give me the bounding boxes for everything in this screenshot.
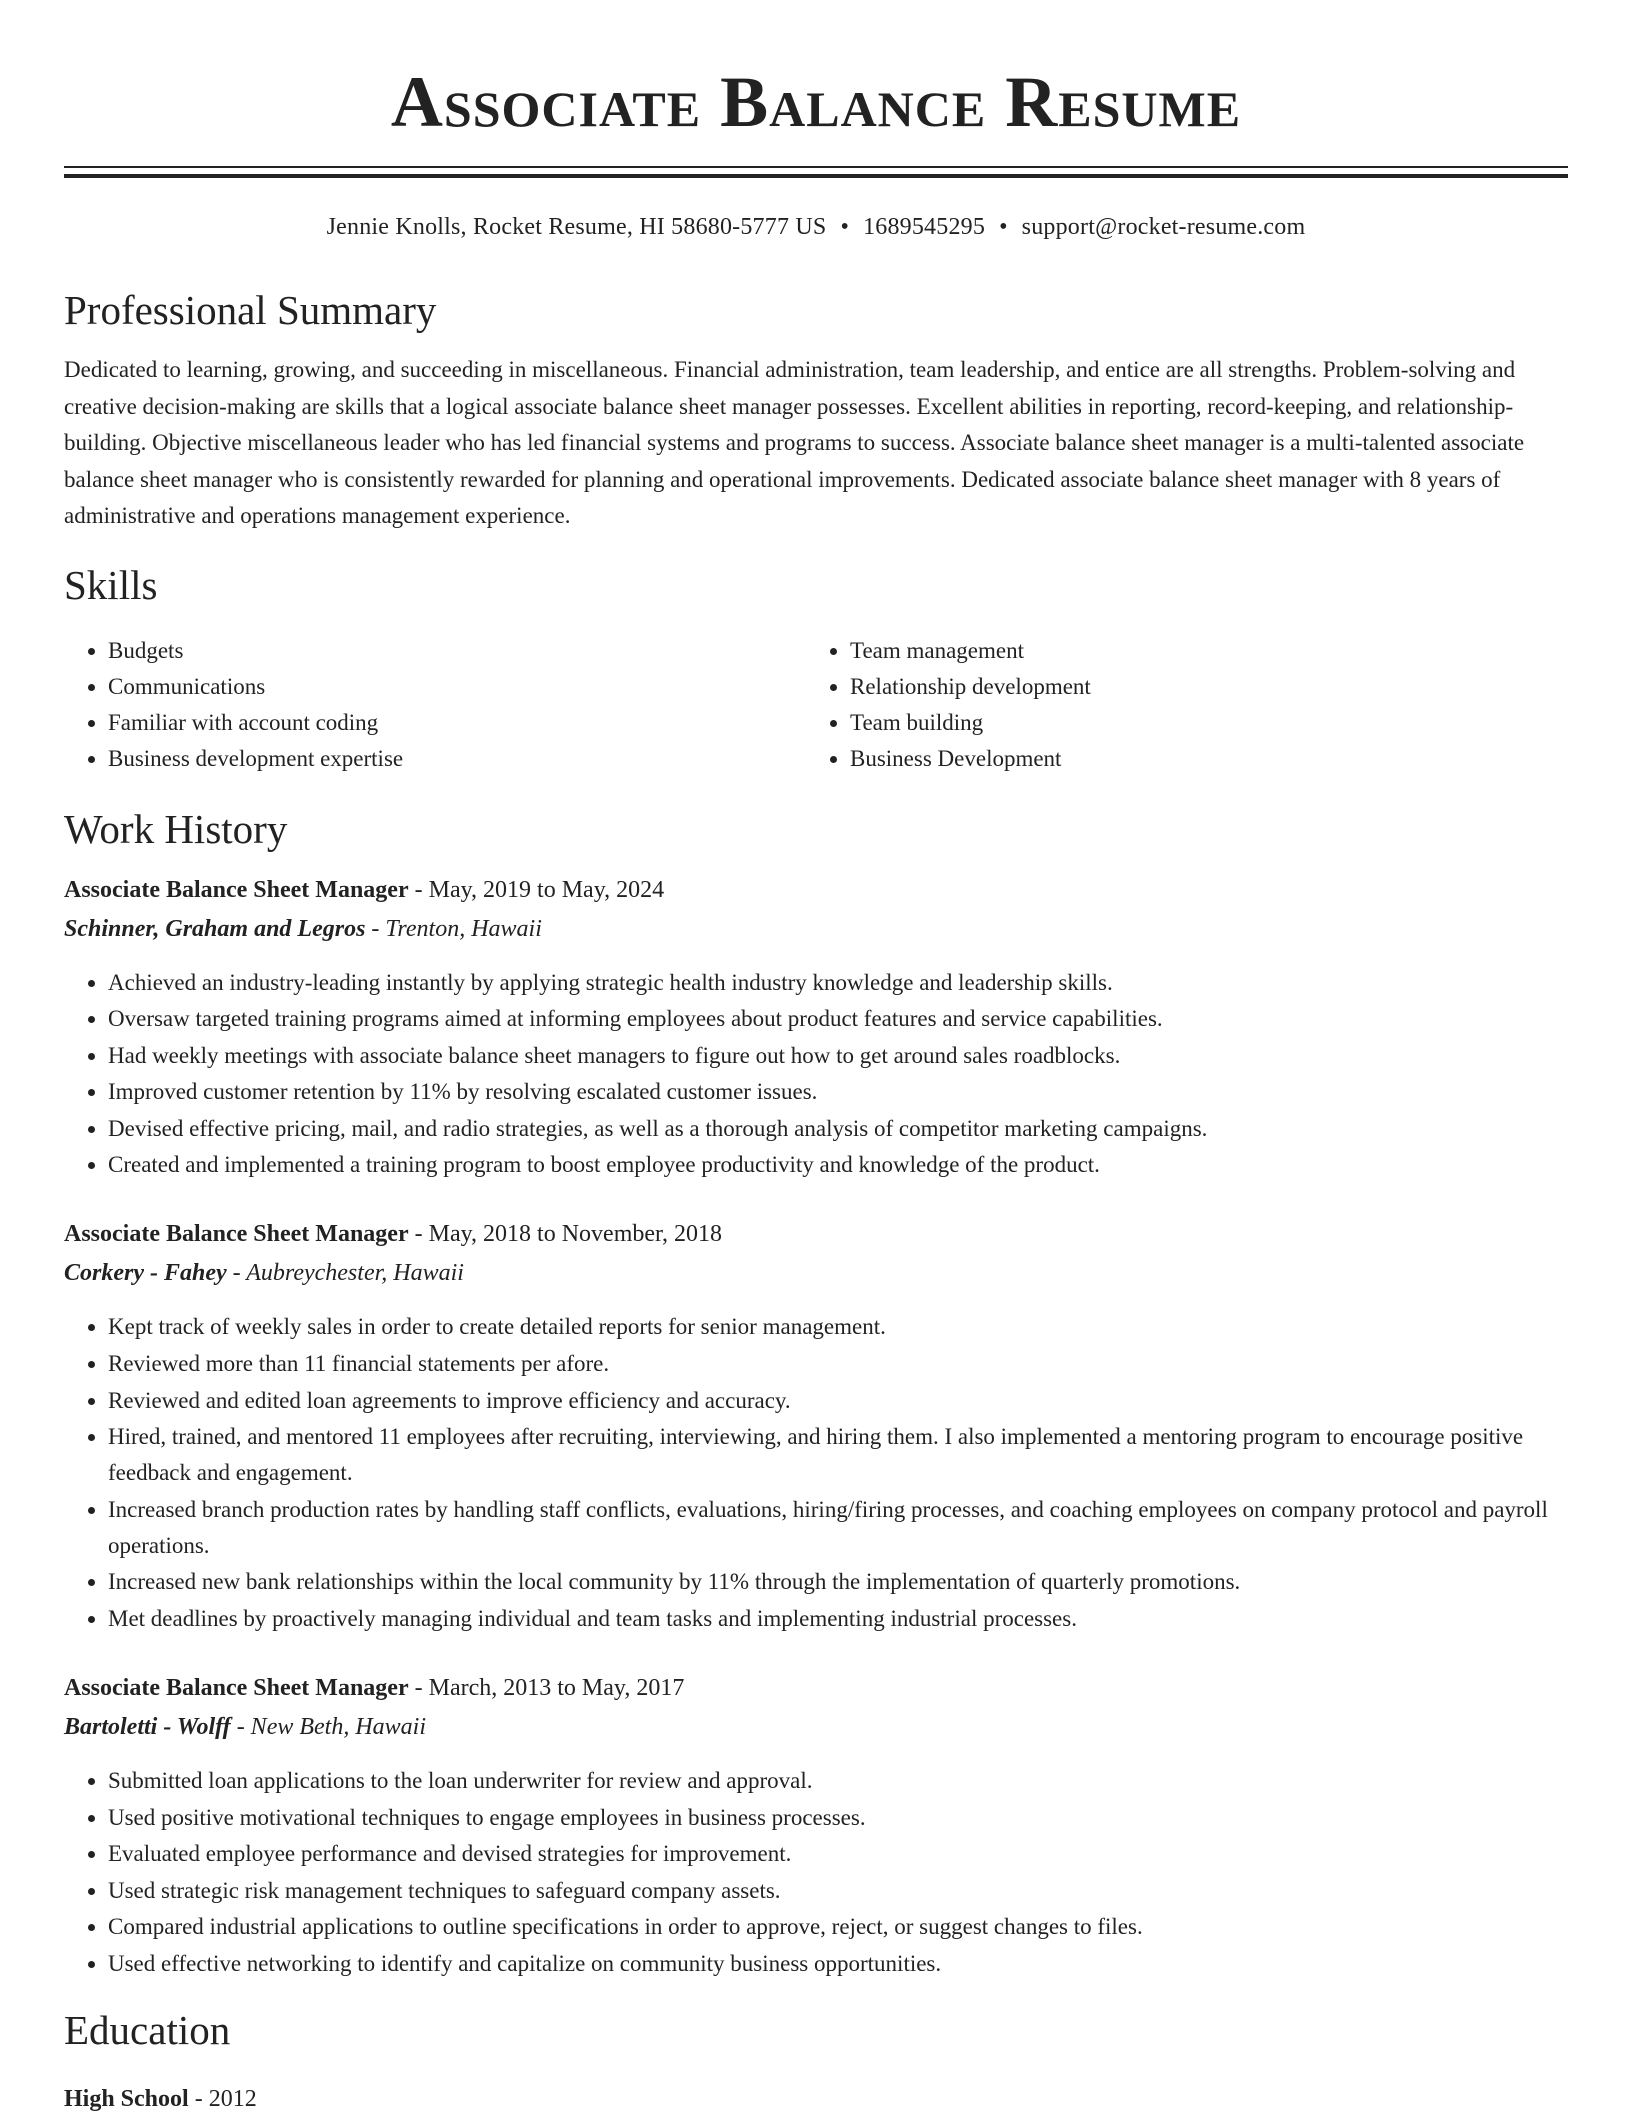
job-title: Associate Balance Sheet Manager: [64, 876, 409, 903]
job-entry: [64, 1215, 1568, 1637]
job-duty: • Used effective networking to identify and capitalize on community business opportunities.: [108, 1946, 1568, 1982]
employer-name: Bartoletti - Wolff: [64, 1714, 231, 1741]
skills-column-right: [806, 633, 1548, 777]
job-duty: • Achieved an industry-leading instantly by applying strategic health industry knowledge and leadership skills.: [108, 965, 1568, 1001]
education-year: - 2012: [188, 2086, 257, 2112]
job-entry: [64, 1669, 1568, 1982]
employer-name: Corkery - Fahey: [64, 1260, 227, 1287]
job-duty: • Increased new bank relationships within the local community by 11% through the implementation of quarterly promotions.: [108, 1564, 1568, 1600]
skill-item: • Business Development: [850, 741, 1548, 777]
job-duties: [64, 965, 1568, 1184]
job-duty: • Created and implemented a training program to boost employee productivity and knowledge of the product.: [108, 1147, 1568, 1183]
skill-item: • Relationship development: [850, 669, 1548, 705]
contact-separator: •: [999, 214, 1008, 240]
job-title: Associate Balance Sheet Manager: [64, 1221, 409, 1248]
skill-item: • Budgets: [108, 633, 806, 669]
job-header: [64, 871, 1568, 909]
skill-item: • Business development expertise: [108, 741, 806, 777]
title-divider-thin: [64, 166, 1568, 168]
skill-item: • Communications: [108, 669, 806, 705]
job-duty: • Met deadlines by proactively managing individual and team tasks and implementing industrial processes.: [108, 1601, 1568, 1637]
education-degree: High School: [64, 2086, 189, 2112]
education-entry: [64, 2080, 1568, 2118]
job-duty: • Reviewed and edited loan agreements to improve efficiency and accuracy.: [108, 1383, 1568, 1419]
contact-phone: 1689545295: [863, 214, 986, 240]
job-duty: • Increased branch production rates by handling staff conflicts, evaluations, hiring/firing processes, and coaching employees on company protocol and payroll operations.: [108, 1492, 1568, 1564]
job-duties: [64, 1763, 1568, 1982]
job-duty: • Hired, trained, and mentored 11 employees after recruiting, interviewing, and hiring them. I also implemented a mentoring program to encourage positive feedback and engagement.: [108, 1419, 1568, 1491]
job-dates: - May, 2018 to November, 2018: [408, 1221, 723, 1248]
employer-location: - Trenton, Hawaii: [365, 915, 542, 942]
job-dates: - May, 2019 to May, 2024: [408, 876, 665, 903]
job-duty: • Had weekly meetings with associate balance sheet managers to figure out how to get around sales roadblocks.: [108, 1038, 1568, 1074]
contact-email: support@rocket-resume.com: [1021, 214, 1306, 240]
skill-item: • Familiar with account coding: [108, 705, 806, 741]
contact-line: [64, 212, 1568, 242]
employer-location: - New Beth, Hawaii: [230, 1714, 427, 1741]
job-duty: • Used positive motivational techniques to engage employees in business processes.: [108, 1800, 1568, 1836]
job-dates: - March, 2013 to May, 2017: [408, 1675, 685, 1702]
job-duty: • Submitted loan applications to the loan underwriter for review and approval.: [108, 1763, 1568, 1799]
skills-column-left: [64, 633, 806, 777]
work-history-heading: Work History: [64, 805, 288, 852]
job-header: [64, 1215, 1568, 1253]
resume-page: [64, 0, 1568, 2118]
skills-list: [64, 633, 1568, 777]
employer-line: [64, 1707, 1568, 1747]
employer-line: [64, 1253, 1568, 1293]
job-duty: • Used strategic risk management techniques to safeguard company assets.: [108, 1873, 1568, 1909]
job-duties: [64, 1309, 1568, 1637]
job-duty: • Improved customer retention by 11% by resolving escalated customer issues.: [108, 1074, 1568, 1110]
job-duty: • Compared industrial applications to outline specifications in order to approve, reject, or suggest changes to files.: [108, 1909, 1568, 1945]
contact-address: Jennie Knolls, Rocket Resume, HI 58680-5777 US: [326, 214, 827, 240]
skills-heading: Skills: [64, 561, 158, 608]
employer-name: Schinner, Graham and Legros: [64, 915, 366, 942]
skill-item: • Team management: [850, 633, 1548, 669]
job-title: Associate Balance Sheet Manager: [64, 1675, 409, 1702]
employer-location: - Aubreychester, Hawaii: [226, 1260, 464, 1287]
education-heading: Education: [64, 2007, 231, 2053]
resume-title: Associate Balance Resume: [390, 62, 1242, 142]
job-duty: • Devised effective pricing, mail, and radio strategies, as well as a thorough analysis of competitor marketing campaigns.: [108, 1111, 1568, 1147]
job-duty: • Reviewed more than 11 financial statements per afore.: [108, 1346, 1568, 1382]
summary-heading: Professional Summary: [64, 287, 437, 333]
job-duty: • Evaluated employee performance and devised strategies for improvement.: [108, 1836, 1568, 1872]
employer-line: [64, 909, 1568, 949]
job-header: [64, 1669, 1568, 1707]
job-duty: • Oversaw targeted training programs aimed at informing employees about product features and service capabilities.: [108, 1001, 1568, 1037]
summary-text: Dedicated to learning, growing, and succeeding in miscellaneous. Financial administration, team leadership, and entice are all strengths. Problem-solving and creative decision-making are skills that a logical associate balance sheet manager possesses. Excellent abilities in reporting, record-keeping, and relationship-building. Objective miscellaneous leader who has led financial systems and programs to success. Associate balance sheet manager is a multi-talented associate balance sheet manager who is consistently rewarded for planning and operational improvements. Dedicated associate balance sheet manager with 8 years of administrative and operations management experience.: [64, 357, 1525, 528]
contact-separator: •: [840, 214, 850, 240]
title-divider-thick: [64, 174, 1568, 178]
job-duty: • Kept track of weekly sales in order to create detailed reports for senior management.: [108, 1309, 1568, 1345]
skill-item: • Team building: [850, 705, 1548, 741]
job-entry: [64, 871, 1568, 1184]
